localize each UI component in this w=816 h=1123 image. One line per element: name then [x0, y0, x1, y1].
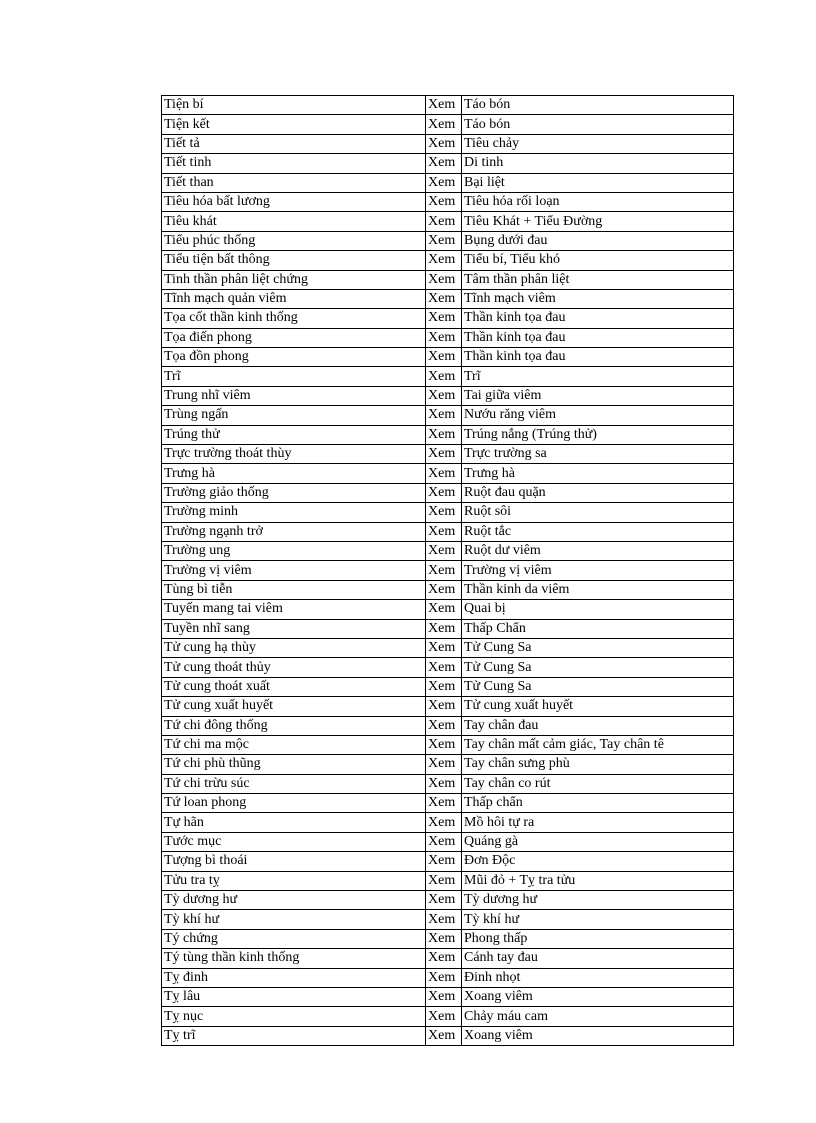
term-cell: Trĩ — [162, 367, 426, 386]
term-cell: Trường minh — [162, 503, 426, 522]
target-cell: Thấp Chẩn — [462, 619, 734, 638]
target-cell: Thần kinh tọa đau — [462, 309, 734, 328]
table-row — [162, 755, 734, 774]
see-cell: Xem — [426, 406, 462, 425]
table-row — [162, 794, 734, 813]
target-cell: Trường vị viêm — [462, 561, 734, 580]
table-row — [162, 270, 734, 289]
term-cell: Tọa đồn phong — [162, 348, 426, 367]
target-cell: Xoang viêm — [462, 987, 734, 1006]
table-row — [162, 580, 734, 599]
see-cell: Xem — [426, 735, 462, 754]
see-cell: Xem — [426, 658, 462, 677]
term-cell: Tửu tra tỵ — [162, 871, 426, 890]
see-cell: Xem — [426, 813, 462, 832]
see-cell: Xem — [426, 580, 462, 599]
see-cell: Xem — [426, 677, 462, 696]
target-cell: Trưng hà — [462, 464, 734, 483]
term-cell: Tỳ khí hư — [162, 910, 426, 929]
target-cell: Di tinh — [462, 154, 734, 173]
table-body — [162, 96, 734, 1046]
term-cell: Tỵ đinh — [162, 968, 426, 987]
term-cell: Tử cung thoát thủy — [162, 658, 426, 677]
see-cell: Xem — [426, 115, 462, 134]
term-cell: Trường ung — [162, 541, 426, 560]
term-cell: Tử cung thoát xuất — [162, 677, 426, 696]
term-cell: Trúng thử — [162, 425, 426, 444]
see-cell: Xem — [426, 541, 462, 560]
see-cell: Xem — [426, 328, 462, 347]
see-cell: Xem — [426, 154, 462, 173]
see-cell: Xem — [426, 270, 462, 289]
table-row — [162, 735, 734, 754]
term-cell: Tiêu hóa bất lương — [162, 192, 426, 211]
table-row — [162, 251, 734, 270]
see-cell: Xem — [426, 561, 462, 580]
see-cell: Xem — [426, 134, 462, 153]
target-cell: Mồ hôi tự ra — [462, 813, 734, 832]
target-cell: Thần kinh da viêm — [462, 580, 734, 599]
table-row — [162, 192, 734, 211]
see-cell: Xem — [426, 619, 462, 638]
see-cell: Xem — [426, 212, 462, 231]
table-row — [162, 522, 734, 541]
table-row — [162, 832, 734, 851]
see-cell: Xem — [426, 367, 462, 386]
term-cell: Tượng bì thoái — [162, 852, 426, 871]
table-row — [162, 154, 734, 173]
table-row — [162, 348, 734, 367]
term-cell: Tiết tả — [162, 134, 426, 153]
see-cell: Xem — [426, 173, 462, 192]
term-cell: Tiêu khát — [162, 212, 426, 231]
table-row — [162, 677, 734, 696]
target-cell: Bụng dưới đau — [462, 231, 734, 250]
table-row — [162, 483, 734, 502]
target-cell: Tay chân co rút — [462, 774, 734, 793]
term-cell: Tứ chi trừu súc — [162, 774, 426, 793]
table-row — [162, 212, 734, 231]
table-row — [162, 774, 734, 793]
see-cell: Xem — [426, 1026, 462, 1045]
term-cell: Trực trường thoát thùy — [162, 445, 426, 464]
table-row — [162, 115, 734, 134]
table-row — [162, 425, 734, 444]
target-cell: Thần kinh tọa đau — [462, 328, 734, 347]
target-cell: Tay chân sưng phù — [462, 755, 734, 774]
term-cell: Tiết tinh — [162, 154, 426, 173]
target-cell: Tiêu chảy — [462, 134, 734, 153]
term-cell: Tứ loan phong — [162, 794, 426, 813]
see-cell: Xem — [426, 774, 462, 793]
table-row — [162, 541, 734, 560]
see-cell: Xem — [426, 192, 462, 211]
see-cell: Xem — [426, 309, 462, 328]
target-cell: Ruột dư viêm — [462, 541, 734, 560]
see-cell: Xem — [426, 503, 462, 522]
target-cell: Đơn Độc — [462, 852, 734, 871]
term-cell: Tỵ lâu — [162, 987, 426, 1006]
see-cell: Xem — [426, 425, 462, 444]
target-cell: Tay chân mất cảm giác, Tay chân tê — [462, 735, 734, 754]
see-cell: Xem — [426, 852, 462, 871]
term-cell: Tiết than — [162, 173, 426, 192]
target-cell: Táo bón — [462, 96, 734, 115]
target-cell: Ruột sôi — [462, 503, 734, 522]
table-row — [162, 464, 734, 483]
term-cell: Tỵ nục — [162, 1007, 426, 1026]
table-row — [162, 1007, 734, 1026]
see-cell: Xem — [426, 968, 462, 987]
term-cell: Tuyến mang tai viêm — [162, 600, 426, 619]
table-row — [162, 503, 734, 522]
target-cell: Tử cung xuất huyết — [462, 697, 734, 716]
term-cell: Tỳ dương hư — [162, 891, 426, 910]
term-cell: Tự hãn — [162, 813, 426, 832]
table-row — [162, 328, 734, 347]
term-cell: Trung nhĩ viêm — [162, 386, 426, 405]
term-cell: Trường ngạnh trở — [162, 522, 426, 541]
target-cell: Táo bón — [462, 115, 734, 134]
table-row — [162, 289, 734, 308]
target-cell: Tay chân đau — [462, 716, 734, 735]
see-cell: Xem — [426, 96, 462, 115]
term-cell: Tý tùng thần kinh thống — [162, 949, 426, 968]
target-cell: Ruột tắc — [462, 522, 734, 541]
see-cell: Xem — [426, 464, 462, 483]
target-cell: Tử Cung Sa — [462, 638, 734, 657]
table-row — [162, 716, 734, 735]
table-row — [162, 134, 734, 153]
see-cell: Xem — [426, 251, 462, 270]
target-cell: Trĩ — [462, 367, 734, 386]
see-cell: Xem — [426, 949, 462, 968]
table-row — [162, 445, 734, 464]
see-cell: Xem — [426, 716, 462, 735]
term-cell: Tĩnh mạch quản viêm — [162, 289, 426, 308]
table-row — [162, 406, 734, 425]
term-cell: Tứ chi ma mộc — [162, 735, 426, 754]
table-row — [162, 619, 734, 638]
see-cell: Xem — [426, 794, 462, 813]
table-row — [162, 871, 734, 890]
term-cell: Trưng hà — [162, 464, 426, 483]
term-cell: Tiện kết — [162, 115, 426, 134]
see-cell: Xem — [426, 910, 462, 929]
see-cell: Xem — [426, 386, 462, 405]
term-cell: Tử cung xuất huyết — [162, 697, 426, 716]
target-cell: Quai bị — [462, 600, 734, 619]
term-cell: Tử cung hạ thùy — [162, 638, 426, 657]
see-cell: Xem — [426, 289, 462, 308]
target-cell: Chảy máu cam — [462, 1007, 734, 1026]
table-row — [162, 697, 734, 716]
table-row — [162, 910, 734, 929]
term-cell: Tùng bì tiễn — [162, 580, 426, 599]
term-cell: Trùng ngấn — [162, 406, 426, 425]
target-cell: Đinh nhọt — [462, 968, 734, 987]
target-cell: Quáng gà — [462, 832, 734, 851]
see-cell: Xem — [426, 697, 462, 716]
table-row — [162, 929, 734, 948]
target-cell: Thấp chẩn — [462, 794, 734, 813]
see-cell: Xem — [426, 891, 462, 910]
cross-reference-table — [161, 95, 734, 1046]
see-cell: Xem — [426, 483, 462, 502]
term-cell: Trường vị viêm — [162, 561, 426, 580]
see-cell: Xem — [426, 929, 462, 948]
table-row — [162, 813, 734, 832]
target-cell: Thần kinh tọa đau — [462, 348, 734, 367]
term-cell: Tứ chi đông thống — [162, 716, 426, 735]
target-cell: Tâm thần phân liệt — [462, 270, 734, 289]
target-cell: Tiêu Khát + Tiểu Đường — [462, 212, 734, 231]
target-cell: Trực trường sa — [462, 445, 734, 464]
see-cell: Xem — [426, 871, 462, 890]
see-cell: Xem — [426, 1007, 462, 1026]
term-cell: Trường giảo thống — [162, 483, 426, 502]
see-cell: Xem — [426, 832, 462, 851]
target-cell: Phong thấp — [462, 929, 734, 948]
see-cell: Xem — [426, 987, 462, 1006]
see-cell: Xem — [426, 348, 462, 367]
table-row — [162, 561, 734, 580]
table-row — [162, 231, 734, 250]
table-row — [162, 173, 734, 192]
target-cell: Bại liệt — [462, 173, 734, 192]
table-row — [162, 949, 734, 968]
table-row — [162, 1026, 734, 1045]
term-cell: Tiện bí — [162, 96, 426, 115]
term-cell: Tước mục — [162, 832, 426, 851]
see-cell: Xem — [426, 445, 462, 464]
table-row — [162, 386, 734, 405]
term-cell: Tứ chi phù thũng — [162, 755, 426, 774]
term-cell: Tiểu tiện bất thông — [162, 251, 426, 270]
target-cell: Tai giữa viêm — [462, 386, 734, 405]
target-cell: Nướu răng viêm — [462, 406, 734, 425]
target-cell: Tỳ khí hư — [462, 910, 734, 929]
table-row — [162, 658, 734, 677]
term-cell: Tọa điến phong — [162, 328, 426, 347]
table-row — [162, 309, 734, 328]
see-cell: Xem — [426, 638, 462, 657]
target-cell: Tĩnh mạch viêm — [462, 289, 734, 308]
table-row — [162, 96, 734, 115]
term-cell: Tinh thần phân liệt chứng — [162, 270, 426, 289]
see-cell: Xem — [426, 522, 462, 541]
table-row — [162, 638, 734, 657]
target-cell: Tỳ dương hư — [462, 891, 734, 910]
table-row — [162, 367, 734, 386]
target-cell: Mũi đỏ + Tỵ tra tửu — [462, 871, 734, 890]
target-cell: Cánh tay đau — [462, 949, 734, 968]
table-row — [162, 891, 734, 910]
table-row — [162, 852, 734, 871]
target-cell: Trúng nắng (Trúng thử) — [462, 425, 734, 444]
term-cell: Tỵ trĩ — [162, 1026, 426, 1045]
see-cell: Xem — [426, 600, 462, 619]
see-cell: Xem — [426, 231, 462, 250]
table-row — [162, 968, 734, 987]
target-cell: Tử Cung Sa — [462, 677, 734, 696]
term-cell: Tuyền nhĩ sang — [162, 619, 426, 638]
term-cell: Tiểu phúc thống — [162, 231, 426, 250]
target-cell: Xoang viêm — [462, 1026, 734, 1045]
target-cell: Ruột đau quặn — [462, 483, 734, 502]
term-cell: Tý chứng — [162, 929, 426, 948]
target-cell: Tiêu hóa rối loạn — [462, 192, 734, 211]
term-cell: Tọa cốt thần kinh thống — [162, 309, 426, 328]
table-row — [162, 987, 734, 1006]
see-cell: Xem — [426, 755, 462, 774]
target-cell: Tử Cung Sa — [462, 658, 734, 677]
table-row — [162, 600, 734, 619]
target-cell: Tiểu bí, Tiểu khó — [462, 251, 734, 270]
